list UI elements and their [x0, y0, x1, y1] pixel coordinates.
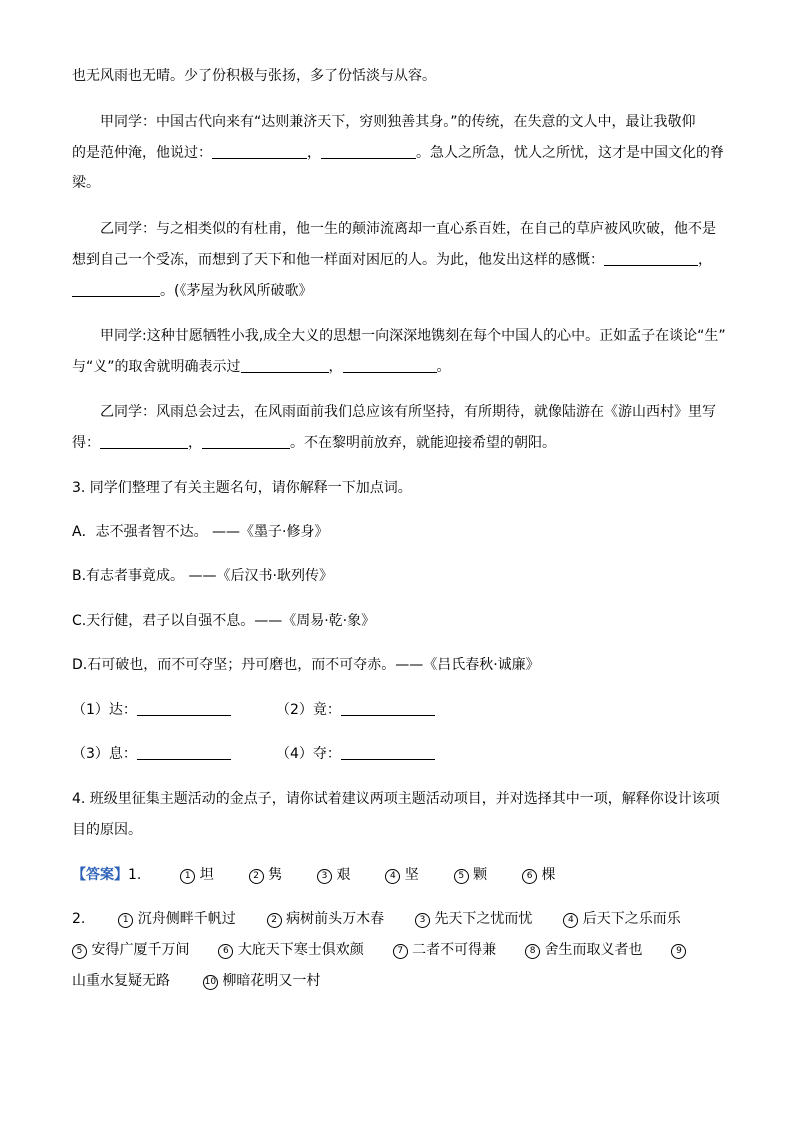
- answer-item: 棵: [541, 867, 556, 883]
- fill-blank[interactable]: [72, 282, 160, 297]
- fill-label: （4）夺：: [276, 746, 341, 762]
- fill-label: （2）竟：: [276, 702, 341, 718]
- yi-statement-line-3: [72, 281, 312, 301]
- yi2-text-c: 。不在黎明前放弃，就能迎接希望的朝阳。: [290, 435, 556, 451]
- answer-line-3: [72, 940, 686, 960]
- answer-item: 舍生而取义者也: [544, 942, 643, 958]
- answer-line-4: [72, 971, 320, 991]
- jia-statement-line-3: 梁。: [72, 175, 100, 191]
- fill-blank[interactable]: [212, 144, 307, 159]
- quote-a: A．志不强者智不达。 ——《墨子·修身》: [72, 524, 329, 540]
- jia2-text-a: 与“义”的取舍就明确表示过: [72, 359, 241, 375]
- answer-number: 1.: [128, 867, 142, 883]
- answer-item: 坚: [404, 867, 419, 883]
- answer-item: 坦: [199, 867, 214, 883]
- fill-item-4: [276, 744, 435, 764]
- fill-blank[interactable]: [100, 434, 188, 449]
- circled-number: 2: [249, 869, 264, 884]
- circled-number: 5: [454, 869, 469, 884]
- question-4-line-1: 4. 班级里征集主题活动的金点子，请你试着建议两项主题活动项目，并对选择其中一项，解释你设计该项: [72, 791, 720, 807]
- yi2-statement-line-2: [72, 433, 556, 453]
- circled-number: 6: [218, 944, 233, 959]
- comma: ，: [328, 359, 343, 375]
- yi-text-a: 想到自己一个受冻，而想到了天下和他一样面对困厄的人。为此，他发出这样的感慨：: [72, 252, 604, 268]
- question-3-stem: 3. 同学们整理了有关主题名句，请你解释一下加点词。: [72, 480, 412, 496]
- quote-c: C.天行健，君子以自强不息。——《周易·乾·象》: [72, 613, 376, 629]
- fill-blank[interactable]: [241, 358, 329, 373]
- yi-statement-line-2: [72, 250, 712, 270]
- comma: ，: [188, 435, 202, 451]
- jia-text-c: 。急人之所急，忧人之所忧，这才是中国文化的脊: [416, 145, 724, 161]
- comma: ，: [307, 145, 321, 161]
- comma: ，: [698, 252, 712, 268]
- yi-text-source: 。(《茅屋为秋风所破歌》: [160, 283, 313, 299]
- jia-statement-line-2: [72, 143, 724, 163]
- circled-number: 1: [118, 913, 133, 928]
- answer-label: 【答案】: [72, 867, 128, 883]
- fill-blank[interactable]: [341, 701, 435, 716]
- jia2-statement-line-1: 甲同学:这种甘愿牺牲小我,成全大义的思想一向深深地镌刻在每个中国人的心中。正如孟子在谈论“生”: [100, 328, 726, 344]
- circled-number: 3: [317, 869, 332, 884]
- fill-item-2: [276, 700, 435, 720]
- fill-label: （1）达：: [72, 702, 137, 718]
- circled-number: 2: [267, 913, 282, 928]
- answer-item: 后天下之乐而乐: [582, 911, 681, 927]
- fill-blank[interactable]: [343, 358, 437, 373]
- circled-number: 1: [180, 869, 195, 884]
- fill-blank[interactable]: [137, 745, 231, 760]
- circled-number: 7: [393, 944, 408, 959]
- period: 。: [436, 359, 451, 375]
- circled-number: 6: [522, 869, 537, 884]
- answer-line-1: [72, 865, 556, 885]
- answer-item: 艰: [336, 867, 351, 883]
- answer-item: 沉舟侧畔千帆过: [137, 911, 236, 927]
- question-4-line-2: 目的原因。: [72, 822, 142, 838]
- answer-item: 柳暗花明又一村: [222, 973, 321, 989]
- circled-number: 10: [203, 975, 218, 990]
- answer-item: 大庇天下寒士俱欢颜: [237, 942, 364, 958]
- circled-number: 5: [72, 944, 87, 959]
- fill-blank[interactable]: [341, 745, 435, 760]
- answer-number: 2.: [72, 911, 86, 927]
- jia-statement-line-1: 甲同学：中国古代向来有“达则兼济天下，穷则独善其身。”的传统，在失意的文人中，最让我敬仰: [100, 114, 696, 130]
- circled-number: 8: [525, 944, 540, 959]
- answer-item: 二者不可得兼: [412, 942, 497, 958]
- fill-item-1: [72, 700, 231, 720]
- circled-number: 4: [563, 913, 578, 928]
- quote-d: D.石可破也，而不可夺坚；丹可磨也，而不可夺赤。——《吕氏春秋·诚廉》: [72, 657, 540, 673]
- yi-statement-line-1: 乙同学：与之相类似的有杜甫，他一生的颠沛流离却一直心系百姓，在自己的草庐被风吹破，他不是: [100, 221, 716, 237]
- yi2-statement-line-1: 乙同学：风雨总会过去，在风雨面前我们总应该有所坚持，有所期待，就像陆游在《游山西村》里写: [100, 404, 716, 420]
- answer-item: 病树前头万木春: [286, 911, 385, 927]
- quote-b: B.有志者事竟成。 ——《后汉书·耿列传》: [72, 568, 333, 584]
- jia-text-a: 的是范仲淹，他说过：: [72, 145, 212, 161]
- answer-item: 颗: [473, 867, 488, 883]
- circled-number: 4: [385, 869, 400, 884]
- fill-blank[interactable]: [604, 251, 698, 266]
- fill-blank[interactable]: [137, 701, 231, 716]
- fill-label: （3）息：: [72, 746, 137, 762]
- answer-item: 隽: [268, 867, 283, 883]
- circled-number: 3: [415, 913, 430, 928]
- fill-blank[interactable]: [202, 434, 290, 449]
- circled-number: 9: [671, 944, 686, 959]
- jia2-statement-line-2: [72, 357, 451, 377]
- paragraph-intro-end: 也无风雨也无晴。少了份积极与张扬，多了份恬淡与从容。: [72, 68, 436, 84]
- answer-item: 先天下之忧而忧: [434, 911, 533, 927]
- answer-line-2: [72, 909, 681, 929]
- answer-item: 山重水复疑无路: [72, 973, 170, 989]
- answer-item: 安得广厦千万间: [91, 942, 190, 958]
- fill-item-3: [72, 744, 231, 764]
- yi2-text-a: 得：: [72, 435, 100, 451]
- fill-blank[interactable]: [321, 144, 416, 159]
